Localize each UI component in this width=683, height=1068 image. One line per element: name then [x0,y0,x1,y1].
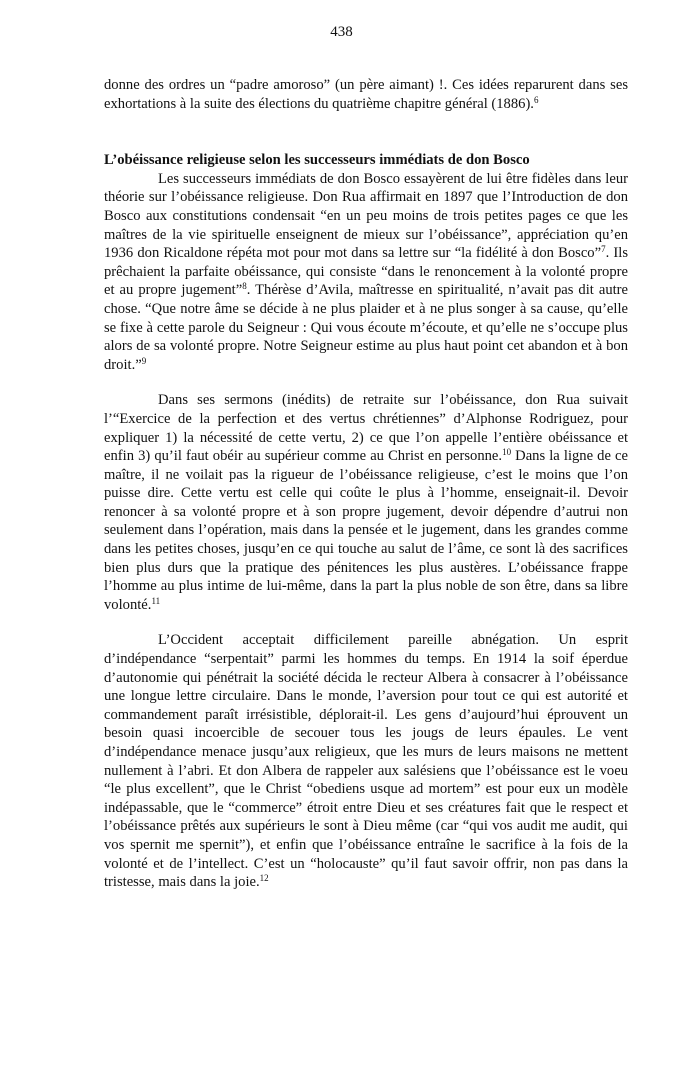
paragraph-text: L’Occident acceptait difficilement pareille abnégation. Un esprit d’indépendance “serpentait” parmi les hommes du temps. En 1914 la soif éperdue d’autonomie qui pénétrait la société décida le recteur Albera à consacrer à l’obéissance une longue lettre circulaire. Dans le monde, l’aversion pour tout ce qui est autorité et commandement paraît irrésistible, déplorait-il. Les gens d’aujourd’hui éprouvent un besoin quasi incoercible de secouer tous les jougs de leurs épaules. Le vent d’indépendance menace jusqu’aux religieux, que les murs de leurs maisons ne mettent nullement à l’abri. Et don Albera de rappeler aux salésiens que l’obéissance est le voeu “le plus excellent”, que le Christ “obediens usque ad mortem” est pour eux un modèle indépassable, que le “commerce” étroit entre Dieu et ses créatures fait que le respect et l’obéissance prêtés aux supérieurs le sont à Dieu même (car “qui vos audit me audit, qui vos spernit me spernit”), et enfin que l’obéissance entraîne le sacrifice à la fois de la volonté et de l’intellect. C’est un “holocauste” qu’il faut savoir offrir, non pas dans la tristesse, mais dans la joie. [104,632,628,891]
footnote-ref[interactable]: 6 [533,94,539,105]
paragraph-occident [104,631,628,891]
footnote-ref[interactable]: 10 [502,447,512,458]
footnote-ref[interactable]: 12 [259,873,269,884]
paragraph-continuation [104,76,628,113]
paragraph-text: Les successeurs immédiats de don Bosco essayèrent de lui être fidèles dans leur théorie sur l’obéissance religieuse. Don Rua affirmait en 1897 que l’Introduction de don Bosco aux constitutions condensait “en un peu moins de trois petites pages ce que les maîtres de la vie spirituelle enseignent de mieux sur l’obéissance”, appréciation qu’en 1936 don Ricaldone répéta mot pour mot dans sa lettre sur “la fidélité à don Bosco” [104,170,628,262]
footnote-ref[interactable]: 9 [141,355,147,366]
footnote-ref[interactable]: 7 [601,244,606,255]
section-heading: L’obéissance religieuse selon les successeurs immédiats de don Bosco [104,152,530,169]
paragraph-successeurs [104,170,628,375]
paragraph-sermons [104,391,628,614]
paragraph-text: donne des ordres un “padre amoroso” (un père aimant) !. Ces idées reparurent dans ses exhortations à la suite des élections du quatrième chapitre général (1886). [104,77,628,112]
paragraph-text: . Ils prêchaient la parfaite obéissance, qui consiste “dans le renoncement à la volonté propre et au propre jugement” [104,245,628,299]
footnote-ref[interactable]: 11 [151,595,161,606]
footnote-ref[interactable]: 8 [242,281,247,292]
page-number: 438 [330,24,353,40]
paragraph-text: . Thérèse d’Avila, maîtresse en spiritualité, n’avait pas dit autre chose. “Que notre âme se décide à ne plus plaider et à ne plus songer à sa cause, qu’elle se fixe à cette parole du Seigneur : Qui vous écoute m’écoute, et qu’elle ne s’occupe plus alors de sa volonté propre. Notre Seigneur estime au plus haut point cet abandon et à bon droit.” [104,282,629,373]
body-text [104,76,628,892]
paragraph-text: Dans la ligne de ce maître, il ne voilait pas la rigueur de l’obéissance religieuse, c’est le moins que l’on puisse dire. Cette vertu est celle qui coûte le plus à l’homme, enseignait-il. Devoir renoncer à sa volonté propre et à son propre jugement, devoir dépendre d’autrui non seulement dans l’opération, mais dans la pensée et le jugement, dans les grandes comme dans les petites choses, jusqu’en ce qui touche au salut de l’âme, ce sont là des sacrifices bien plus durs que la pratique des pénitences les plus austères. L’obéissance frappe l’homme au plus intime de lui-même, dans la part la plus noble de son être, dans sa libre volonté. [104,448,628,613]
paragraph-text: Dans ses sermons (inédits) de retraite sur l’obéissance, don Rua suivait l’“Exercice de la perfection et des vertus chrétiennes” d’Alphonse Rodriguez, pour expliquer 1) la nécessité de cette vertu, 2) ce que l’on appelle l’entière obéissance et enfin 3) qu’il faut obéir au supérieur comme au Christ en personne. [104,392,628,465]
